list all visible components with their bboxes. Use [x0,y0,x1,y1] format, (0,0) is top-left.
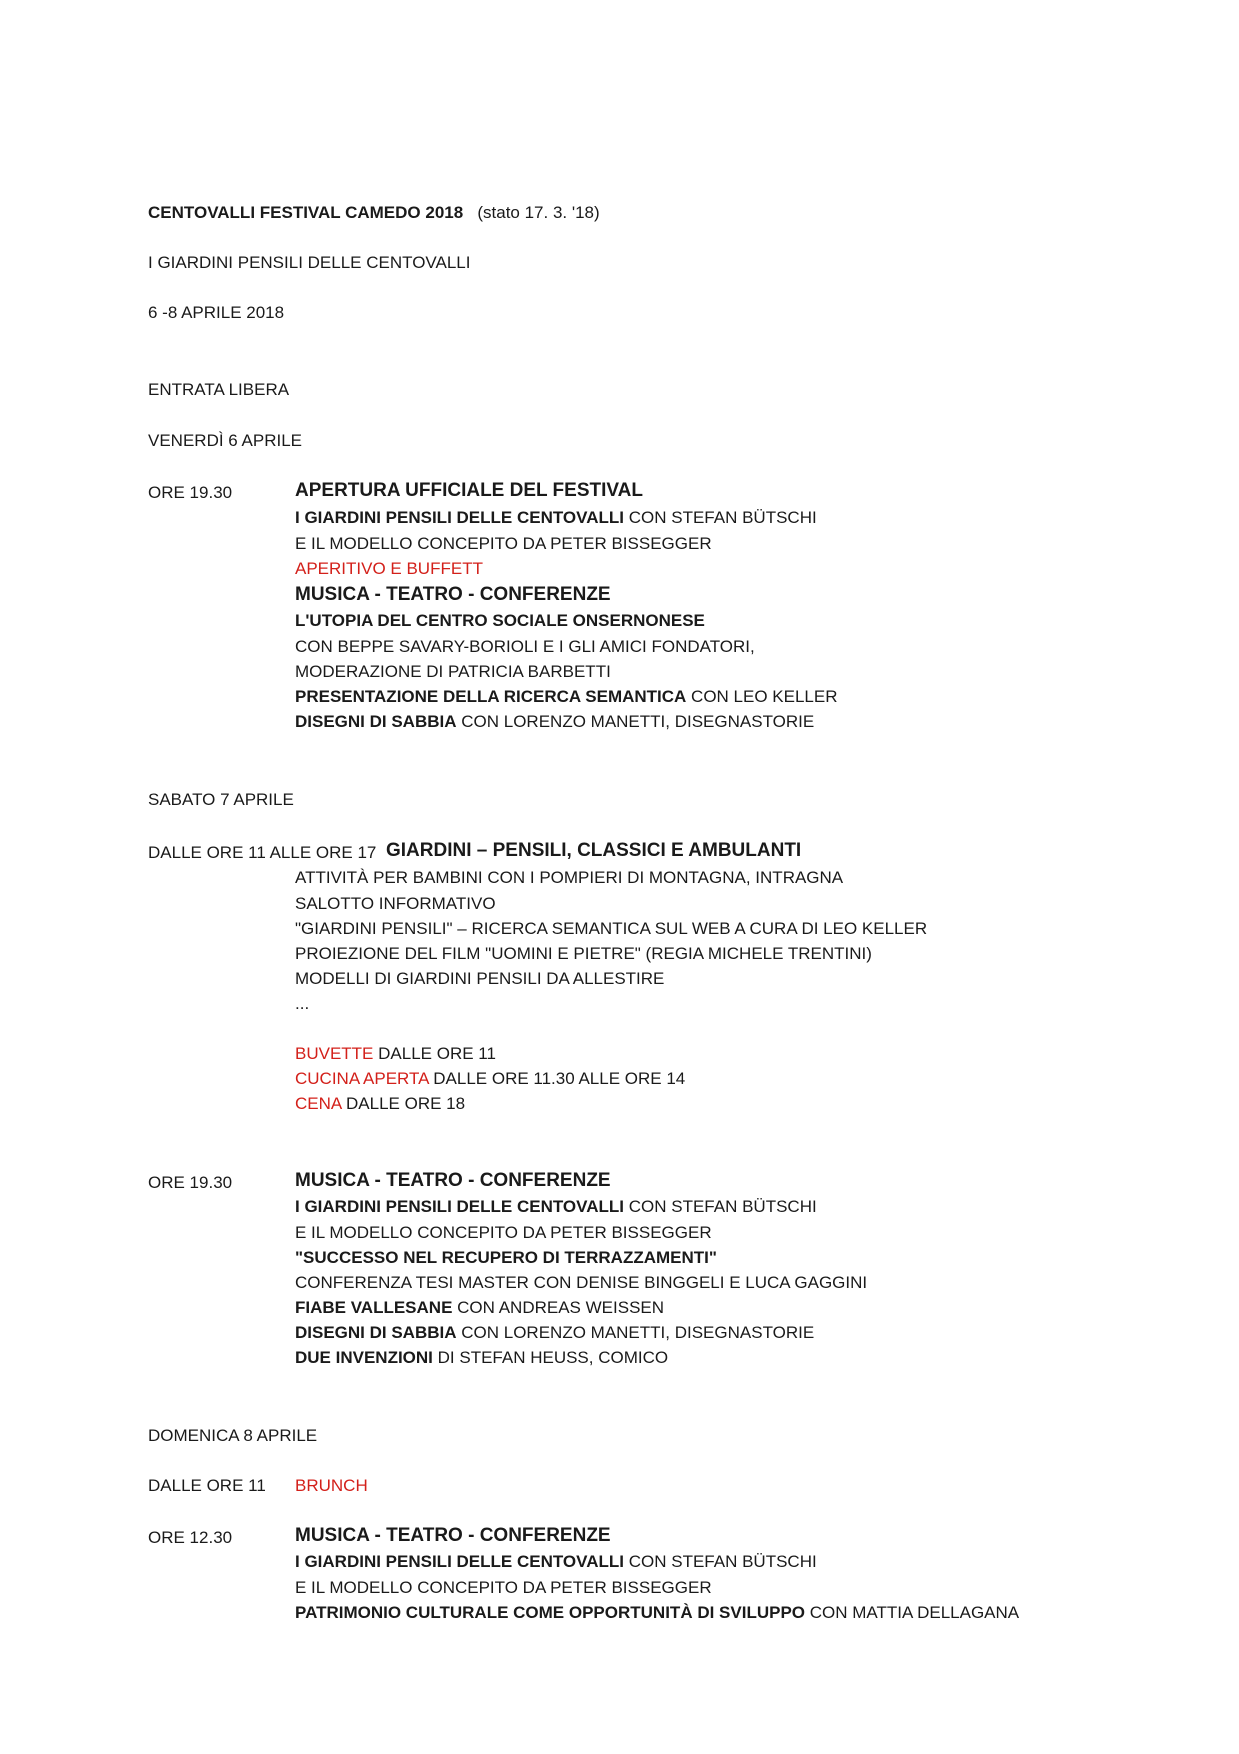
catering-line: BRUNCH [295,1476,368,1495]
document-status: (stato 17. 3. '18) [477,203,600,222]
catering-label: BUVETTE [295,1044,374,1063]
day-heading-friday: VENERDÌ 6 APRILE [148,431,303,450]
festival-dates: 6 -8 APRILE 2018 [148,303,285,322]
program-line: CONFERENZA TESI MASTER CON DENISE BINGGELI E LUCA GAGGINI [295,1273,868,1292]
program-line [295,686,838,708]
program-line-bold: DISEGNI DI SABBIA [295,1323,457,1342]
event-heading: MUSICA - TEATRO - CONFERENZE [295,584,611,605]
catering-line [295,1068,685,1090]
time-saturday-day: DALLE ORE 11 ALLE ORE 17 [148,843,377,862]
event-heading: GIARDINI – PENSILI, CLASSICI E AMBULANTI [386,840,802,861]
program-line: PROIEZIONE DEL FILM "UOMINI E PIETRE" (REGIA MICHELE TRENTINI) [295,944,872,963]
day-heading-sunday: DOMENICA 8 APRILE [148,1426,318,1445]
program-line: SALOTTO INFORMATIVO [295,894,496,913]
program-line: E IL MODELLO CONCEPITO DA PETER BISSEGGER [295,1578,712,1597]
program-line: "SUCCESSO NEL RECUPERO DI TERRAZZAMENTI" [295,1248,717,1267]
program-line [295,1322,814,1344]
program-line-text: CON LORENZO MANETTI, DISEGNASTORIE [456,1323,815,1342]
program-line-text: CON STEFAN BÜTSCHI [624,508,817,527]
program-line-bold: I GIARDINI PENSILI DELLE CENTOVALLI [295,508,625,527]
catering-label: CUCINA APERTA [295,1069,429,1088]
program-line [295,711,814,733]
program-line [295,1297,664,1319]
document-title-line [148,202,600,224]
catering-line [295,1093,465,1115]
event-heading: APERTURA UFFICIALE DEL FESTIVAL [295,480,643,501]
program-line-bold: DUE INVENZIONI [295,1348,433,1367]
catering-line [295,1043,496,1065]
program-line: MODELLI DI GIARDINI PENSILI DA ALLESTIRE [295,969,665,988]
program-line: "GIARDINI PENSILI" – RICERCA SEMANTICA SUL WEB A CURA DI LEO KELLER [295,919,928,938]
program-line-bold: I GIARDINI PENSILI DELLE CENTOVALLI [295,1197,625,1216]
program-line: MODERAZIONE DI PATRICIA BARBETTI [295,662,611,681]
event-heading: MUSICA - TEATRO - CONFERENZE [295,1170,611,1191]
time-friday-evening: ORE 19.30 [148,483,233,502]
event-heading: MUSICA - TEATRO - CONFERENZE [295,1525,611,1546]
program-line [295,1196,817,1218]
program-line-text: DI STEFAN HEUSS, COMICO [432,1348,669,1367]
program-line-bold: FIABE VALLESANE [295,1298,453,1317]
program-line: E IL MODELLO CONCEPITO DA PETER BISSEGGER [295,534,712,553]
time-sunday-brunch: DALLE ORE 11 [148,1476,266,1495]
program-line-text: CON LORENZO MANETTI, DISEGNASTORIE [456,712,815,731]
program-line-text: CON ANDREAS WEISSEN [452,1298,665,1317]
program-line-text: CON LEO KELLER [686,687,838,706]
program-line [295,1602,1019,1624]
program-line [295,507,817,529]
program-line-bold: PATRIMONIO CULTURALE COME OPPORTUNITÀ DI SVILUPPO [295,1603,805,1622]
time-sunday-program: ORE 12.30 [148,1528,233,1547]
program-line: ... [295,994,310,1013]
catering-hours: DALLE ORE 18 [341,1094,466,1113]
program-line [295,1347,668,1369]
catering-label: CENA [295,1094,342,1113]
entry-note: ENTRATA LIBERA [148,380,290,399]
program-line [295,1551,817,1573]
program-line: CON BEPPE SAVARY-BORIOLI E I GLI AMICI FONDATORI, [295,637,755,656]
program-line-text: CON MATTIA DELLAGANA [805,1603,1020,1622]
program-line-bold: DISEGNI DI SABBIA [295,712,457,731]
program-line-bold: I GIARDINI PENSILI DELLE CENTOVALLI [295,1552,625,1571]
program-line: E IL MODELLO CONCEPITO DA PETER BISSEGGER [295,1223,712,1242]
time-saturday-evening: ORE 19.30 [148,1173,233,1192]
festival-subtitle: I GIARDINI PENSILI DELLE CENTOVALLI [148,253,471,272]
day-heading-saturday: SABATO 7 APRILE [148,790,294,809]
program-line: ATTIVITÀ PER BAMBINI CON I POMPIERI DI MONTAGNA, INTRAGNA [295,868,844,887]
program-line: L'UTOPIA DEL CENTRO SOCIALE ONSERNONESE [295,611,705,630]
catering-hours: DALLE ORE 11.30 ALLE ORE 14 [428,1069,686,1088]
catering-hours: DALLE ORE 11 [373,1044,496,1063]
catering-line: APERITIVO E BUFFETT [295,559,483,578]
program-line-text: CON STEFAN BÜTSCHI [624,1197,817,1216]
document-title: CENTOVALLI FESTIVAL CAMEDO 2018 [148,203,464,222]
program-line-bold: PRESENTAZIONE DELLA RICERCA SEMANTICA [295,687,687,706]
program-line-text: CON STEFAN BÜTSCHI [624,1552,817,1571]
